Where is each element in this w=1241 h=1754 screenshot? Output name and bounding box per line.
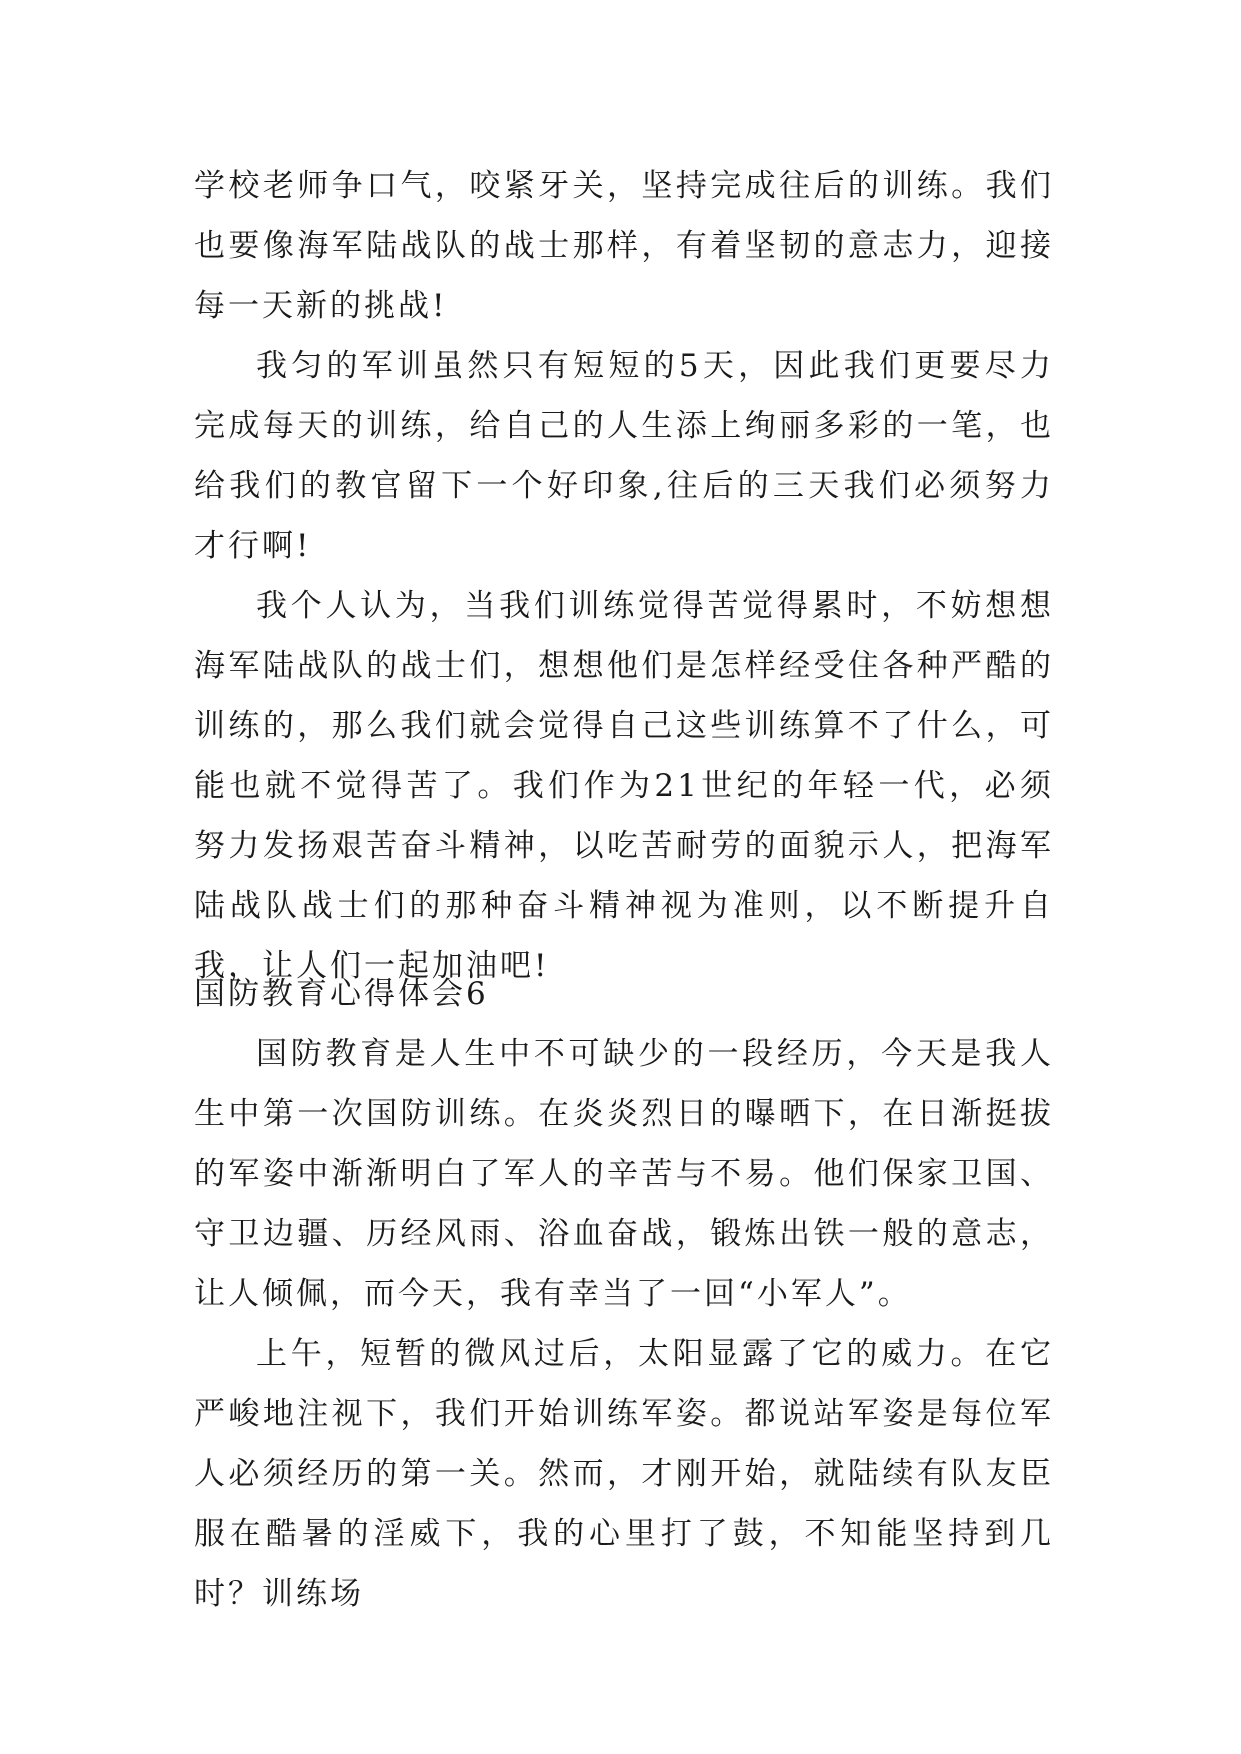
continued-essay-section xyxy=(194,156,1054,996)
section-title: 国防教育心得体会6 xyxy=(194,976,489,1012)
paragraph-morning: 上午，短暂的微风过后，太阳显露了它的威力。在它严峻地注视下，我们开始训练军姿。都说站军姿是每位军人必须经历的第一关。然而，才刚开始，就陆续有队友臣服在酷暑的淫威下，我的心里打了鼓，不知能坚持到几时？训练场 xyxy=(194,1336,1054,1612)
paragraph-continuation: 学校老师争口气，咬紧牙关，坚持完成往后的训练。我们也要像海军陆战队的战士那样，有着坚韧的意志力，迎接每一天新的挑战! xyxy=(194,168,1054,324)
paragraph-personal-view: 我个人认为，当我们训练觉得苦觉得累时，不妨想想海军陆战队的战士们，想想他们是怎样经受住各种严酷的训练的，那么我们就会觉得自己这些训练算不了什么，可能也就不觉得苦了。我们作为21世纪的年轻一代，必须努力发扬艰苦奋斗精神，以吃苦耐劳的面貌示人，把海军陆战队战士们的那种奋斗精神视为准则，以不断提升自我，让人们一起加油吧! xyxy=(194,588,1054,984)
paragraph-intro: 国防教育是人生中不可缺少的一段经历，今天是我人生中第一次国防训练。在炎炎烈日的曝晒下，在日渐挺拔的军姿中渐渐明白了军人的辛苦与不易。他们保家卫国、守卫边疆、历经风雨、浴血奋战，锻炼出铁一般的意志，让人倾佩，而今天，我有幸当了一回“小军人”。 xyxy=(194,1036,1054,1312)
essay-six-section xyxy=(194,964,1054,1624)
paragraph-training-days: 我匀的军训虽然只有短短的5天，因此我们更要尽力完成每天的训练，给自己的人生添上绚丽多彩的一笔，也给我们的教官留下一个好印象,往后的三天我们必须努力才行啊! xyxy=(194,348,1054,564)
